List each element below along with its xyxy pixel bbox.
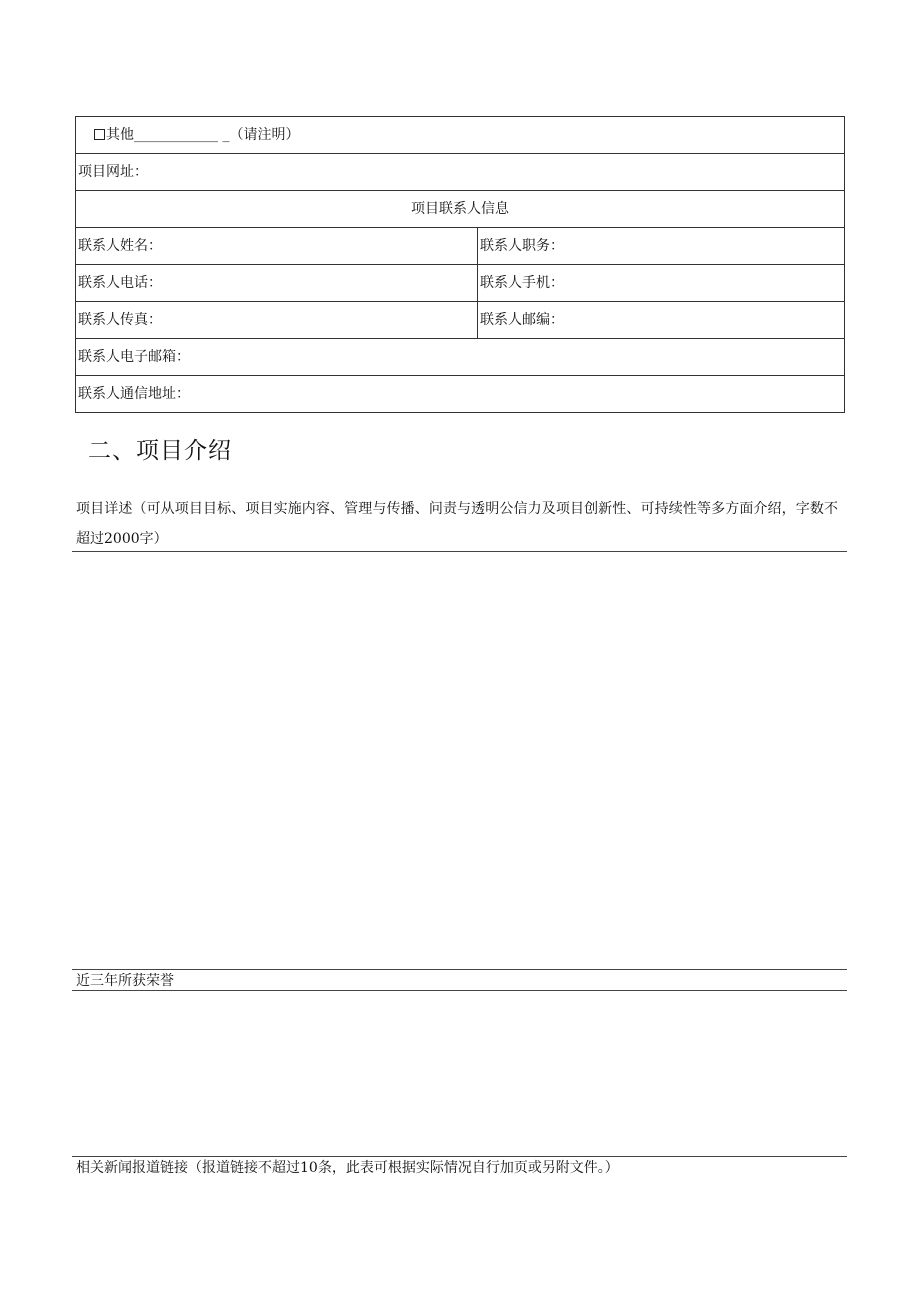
table-row [76, 154, 845, 191]
contact-email-field[interactable]: 联系人电子邮箱： [76, 339, 845, 376]
table-row [76, 228, 845, 265]
contact-name-field[interactable]: 联系人姓名： [76, 228, 478, 265]
divider [72, 990, 847, 991]
contact-info-table [75, 116, 845, 413]
contact-info-header: 项目联系人信息 [76, 191, 845, 228]
divider [72, 551, 847, 552]
divider [72, 969, 847, 970]
section-title: 二、项目介绍 [88, 438, 232, 464]
checkbox-icon[interactable] [94, 129, 105, 140]
contact-position-field[interactable]: 联系人职务： [478, 228, 845, 265]
divider [72, 1156, 847, 1157]
table-row [76, 117, 845, 154]
table-row [76, 339, 845, 376]
contact-mobile-field[interactable]: 联系人手机： [478, 265, 845, 302]
table-row [76, 265, 845, 302]
news-links-label: 相关新闻报道链接（报道链接不超过10条，此表可根据实际情况自行加页或另附文件。） [76, 1160, 619, 1176]
other-option-cell [76, 117, 845, 154]
honors-label: 近三年所获荣誉 [76, 973, 174, 989]
website-field[interactable]: 项目网址： [76, 154, 845, 191]
table-row [76, 191, 845, 228]
other-option-label: 其他____________ _（请注明） [106, 127, 300, 143]
contact-address-field[interactable]: 联系人通信地址： [76, 376, 845, 413]
contact-phone-field[interactable]: 联系人电话： [76, 265, 478, 302]
contact-postcode-field[interactable]: 联系人邮编： [478, 302, 845, 339]
contact-fax-field[interactable]: 联系人传真： [76, 302, 478, 339]
table-row [76, 376, 845, 413]
project-description-label: 项目详述（可从项目目标、项目实施内容、管理与传播、问责与透明公信力及项目创新性、可持续性等多方面介绍，字数不超过2000字） [76, 501, 838, 547]
table-row [76, 302, 845, 339]
